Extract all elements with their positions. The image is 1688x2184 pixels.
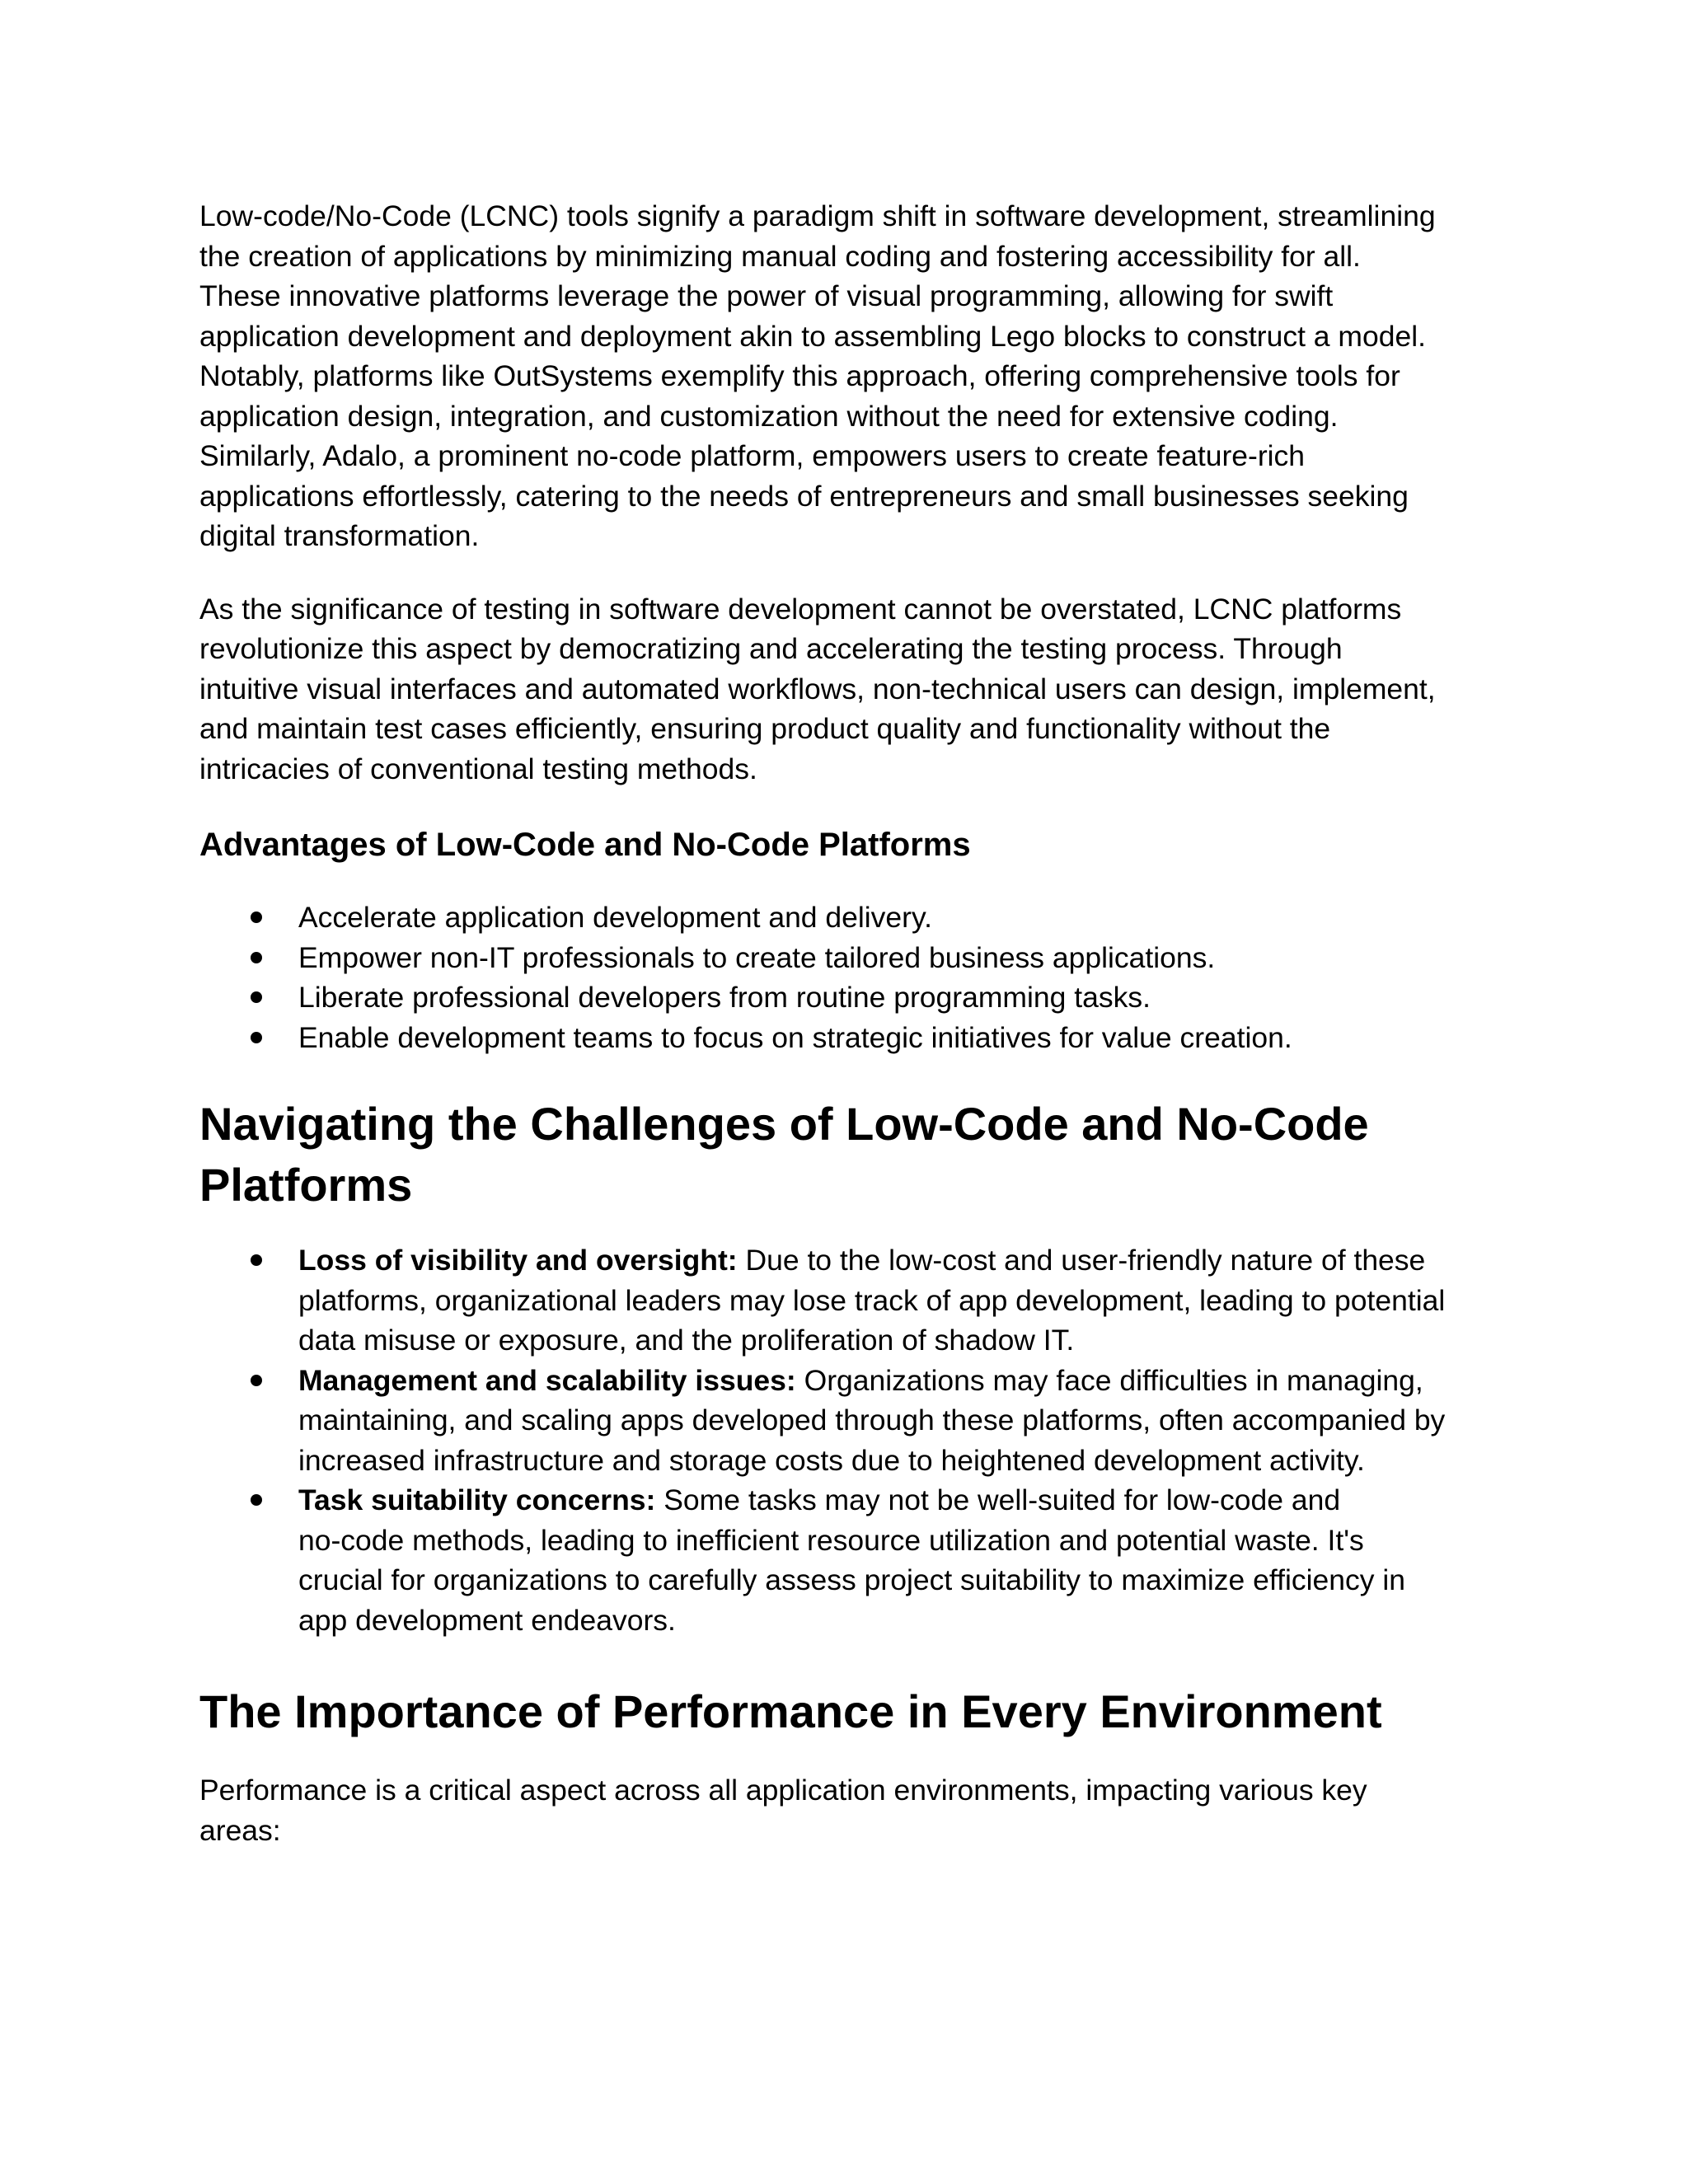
advantages-list (199, 898, 1498, 1057)
list-item-text: Organizations may face difficulties in managing, maintaining, and scaling apps developed through these platforms, often accompanied by increased infrastructure and storage costs due to heightened development activity. (298, 1363, 1446, 1477)
list-item-text: Due to the low-cost and user-friendly nature of these platforms, organizational leaders may lose track of app development, leading to potential data misuse or exposure, and the proliferation of shadow IT. (298, 1244, 1446, 1357)
challenges-list (199, 1240, 1498, 1640)
bullet-icon (251, 912, 262, 923)
list-item-text: Empower non-IT professionals to create tailored business applications. (298, 940, 1216, 974)
bullet-icon (251, 1494, 262, 1506)
list-item (199, 977, 1498, 1018)
performance-paragraph-1: Performance is a critical aspect across all application environments, impacting various key areas: (199, 1774, 1367, 1847)
list-item (199, 898, 1498, 938)
list-item-text: Accelerate application development and delivery. (298, 901, 932, 934)
list-item (199, 1240, 1498, 1361)
list-item-label: Loss of visibility and oversight: (298, 1244, 738, 1277)
list-item-text: Some tasks may not be well-suited for low-code and no-code methods, leading to inefficient resource utilization and potential waste. It's crucial for organizations to carefully assess project suitability to maximize efficiency in app development endeavors. (298, 1483, 1405, 1637)
bullet-icon (251, 991, 262, 1003)
list-item (199, 1018, 1498, 1058)
list-item-label: Management and scalability issues: (298, 1363, 796, 1397)
bullet-icon (251, 1254, 262, 1266)
list-item-text: Enable development teams to focus on strategic initiatives for value creation. (298, 1020, 1292, 1054)
bullet-icon (251, 1032, 262, 1043)
document-body (199, 196, 1498, 1850)
advantages-heading: Advantages of Low-Code and No-Code Platforms (199, 827, 971, 863)
list-item-label: Task suitability concerns: (298, 1483, 656, 1516)
list-item-text: Liberate professional developers from routine programming tasks. (298, 981, 1151, 1014)
bullet-icon (251, 952, 262, 963)
challenges-heading: Navigating the Challenges of Low-Code and No-Code Platforms (199, 1098, 1369, 1211)
bullet-icon (251, 1375, 262, 1386)
intro-paragraph-1: Low-code/No-Code (LCNC) tools signify a paradigm shift in software development, streamlining the creation of applications by minimizing manual coding and fostering accessibility for all. These innovative platforms leverage the power of visual programming, allowing for swift application development and deployment akin to assembling Lego blocks to construct a model. Notably, platforms like OutSystems exemplify this approach, offering comprehensive tools for application design, integration, and customization without the need for extensive coding. Similarly, Adalo, a prominent no-code platform, empowers users to create feature-rich applications effortlessly, catering to the needs of entrepreneurs and small businesses seeking digital transformation. (199, 199, 1436, 552)
performance-heading: The Importance of Performance in Every Environment (199, 1685, 1382, 1737)
list-item (199, 1480, 1498, 1640)
list-item (199, 938, 1498, 978)
list-item (199, 1361, 1498, 1481)
intro-paragraph-2: As the significance of testing in software development cannot be overstated, LCNC platforms revolutionize this aspect by democratizing and accelerating the testing process. Through intuitive visual interfaces and automated workflows, non-technical users can design, implement, and maintain test cases efficiently, ensuring product quality and functionality without the intricacies of conventional testing methods. (199, 592, 1436, 785)
